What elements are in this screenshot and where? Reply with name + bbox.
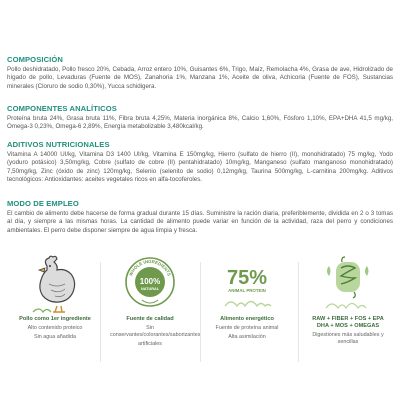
feature-protein-title: Alimento energético: [220, 316, 274, 322]
additives-title: ADITIVOS NUTRICIONALES: [7, 140, 110, 149]
feature-divider: [100, 262, 101, 362]
feature-digestive-title: RAW + FIBER + FOS + EPA DHA + MOS + OMEGAS: [312, 316, 384, 329]
badge-top-text: WHOLE INGREDIENTS: [128, 258, 172, 277]
feature-chicken: [15, 254, 95, 341]
feature-natural: [110, 254, 201, 348]
badge-bottom-text: NATURAL: [140, 287, 160, 291]
chicken-icon: [27, 254, 83, 314]
animal-protein-icon: [219, 254, 275, 314]
protein-caption: ANIMAL PROTEIN: [228, 288, 266, 293]
protein-percent: 75%: [226, 267, 268, 289]
digestive-icon: [320, 254, 376, 314]
analytical-title: COMPONENTES ANALÍTICOS: [7, 104, 117, 113]
analytical-section: [7, 104, 393, 132]
badge-percent: 100%: [139, 277, 161, 286]
usage-title: MODO DE EMPLEO: [7, 199, 79, 208]
feature-natural-title: Fuente de calidad: [126, 316, 174, 322]
feature-protein-line-2: Alta asimilación: [228, 334, 266, 340]
feature-divider: [200, 262, 201, 362]
composition-title: COMPOSICIÓN: [7, 55, 63, 64]
additives-section: [7, 140, 393, 184]
feature-digestive-line-1: Digestiones más saludables y sencillas: [312, 332, 384, 345]
feature-chicken-line-2: Sin agua añadida: [34, 334, 76, 340]
usage-section: [7, 199, 393, 235]
usage-text: El cambio de alimento debe hacerse de forma gradual durante 15 días. Suministre la ración diaria, preferiblemente, dividida en 2 o 3 tomas al día, y siempre a las mismas horas. La cantidad de alimento puede variar en función de la actividad, raza del perro y condiciones ambientales. El perro debe disponer siempre de agua limpia y fresca.: [7, 210, 393, 234]
feature-chicken-line-1: Alto contenido proteico: [27, 325, 83, 331]
analytical-text: Proteína bruta 24%, Grasa bruta 11%, Fibra bruta 4,25%, Materia inorgánica 8%, Calcio 1,60%, Fósforo 1,10%, EPA+DHA 41,5 mg/kg, Omega-3 0,23%, Omega-6 2,89%, Energía metabolizable 3,480kcal/kg.: [7, 115, 393, 131]
feature-protein-line-1: Fuente de proteína animal: [215, 325, 279, 331]
feature-natural-line-1: Sin conservantes/colorantes/saborizantes: [110, 325, 201, 338]
additives-text: Vitamina A 14000 UI/kg, Vitamina D3 1400 UI/kg, Vitamina E 150mg/kg, Hierro (sulfato de hierro (II), monohidratado) 75 mg/kg, Yodo (yoduro potásico) 3,50mg/kg, Cobre (sulfato de cobre (II) pentahidratado) 10mg/kg, Manganeso (sulfato manganoso monohidratado) 7,50mg/kg, Zinc (óxido de zinc) 120mg/kg, Selenio (selenito de sodio) 0,12mg/kg, Taurina 500mg/kg, L-carnitina 200mg/kg. Aditivos tecnológicos: Antioxidantes: aceites vegetales ricos en alfa-tocoferoles.: [7, 151, 393, 183]
features-row: [0, 254, 400, 400]
composition-section: [7, 55, 393, 91]
feature-divider: [298, 262, 299, 362]
feature-natural-line-2: artificiales: [138, 341, 162, 347]
feature-digestive: [308, 254, 388, 346]
feature-chicken-title: Pollo como 1er ingrediente: [19, 316, 91, 322]
composition-text: Pollo deshidratado, Pollo fresco 20%, Cebada, Arroz entero 10%, Guisantes 6%, Trigo, Maíz, Remolacha 4%, Grasa de ave, Hidrolizado de hígado de pollo, Levaduras (Fuente de MOS), Zanahoria 1%, Manzana 1%, Aceite de oliva, Achicoria (Fuente de FOS), Sustancias minerales (Cloruro de sodio 0,30%), Yucca schidigera.: [7, 66, 393, 90]
feature-protein: [207, 254, 287, 341]
natural-badge-icon: [122, 254, 178, 314]
